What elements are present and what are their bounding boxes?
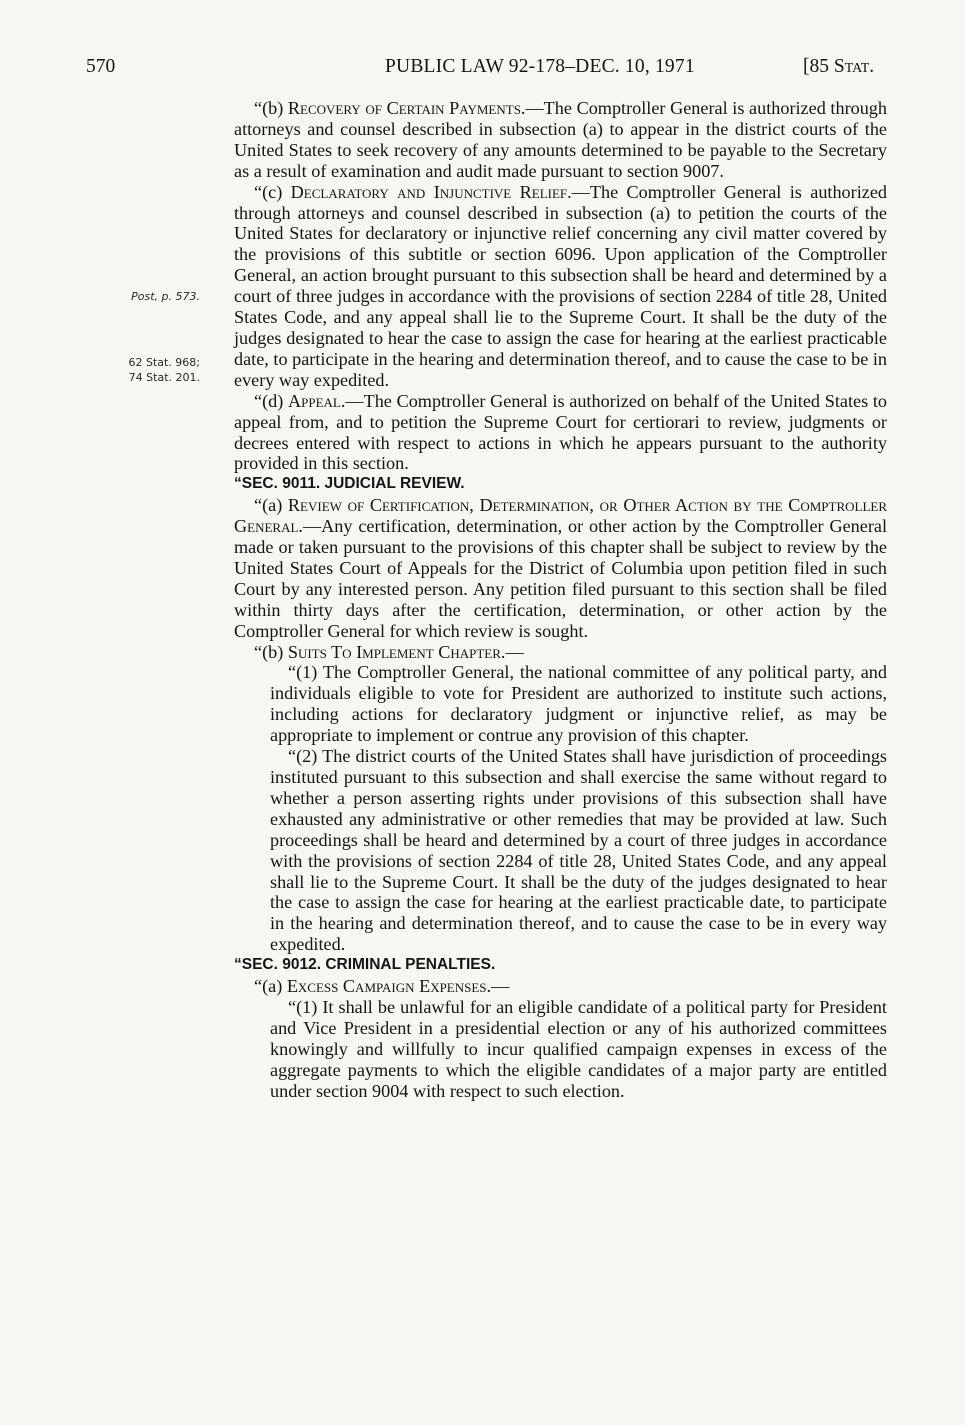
margin-note-stat-line2: 74 Stat. 201.: [128, 371, 200, 384]
statute-volume-label: Stat.: [833, 56, 875, 77]
para-lead: “(b): [254, 641, 288, 662]
para-text: —: [491, 976, 510, 997]
para-heading: Excess Campaign Expenses.: [286, 976, 492, 997]
running-header: [0, 56, 965, 86]
para-heading: Suits To Implement Chapter.: [287, 641, 506, 662]
para-text: —: [505, 641, 524, 662]
paragraph-b1: “(1) The Comptroller General, the national committee of any political party, and individuals eligible to vote for President are authorized to institute such actions, including actions for declaratory judgment or injunctive relief, as may be appropriate to implement or contrue any provision of this chapter.: [270, 662, 887, 746]
para-lead: “(b): [254, 98, 288, 118]
paragraph-c-declaratory: [234, 182, 887, 391]
para-heading: Review of Certification, Determination, or Other Action by the Comptroller General.: [234, 495, 887, 537]
document-body: [234, 98, 887, 1102]
para-lead: “(d): [254, 390, 288, 411]
paragraph-b-suits: [234, 642, 887, 663]
section-heading-9012: “SEC. 9012. CRIMINAL PENALTIES.: [234, 956, 496, 974]
para-text: —Any certification, determination, or other action by the Comptroller General made or taken pursuant to the provisions of this chapter shall be subject to review by the United States Court of Appeals for the District of Columbia upon petition filed in such Court by any interested person. Any petition filed pursuant to this section shall be filed within thirty days after the certification, determination, or other action by the Comptroller General for which review is sought.: [234, 516, 887, 641]
paragraph-d-appeal: [234, 391, 887, 475]
para-text: —The Comptroller General is authorized on behalf of the United States to appeal from, and to petition the Supreme Court for certiorari to review, judgments or decrees entered with respect to actions in which he appears pursuant to the authority provided in this section.: [234, 390, 887, 474]
para-text: —The Comptroller General is authorized through attorneys and counsel described in subsection (a) to appear in the district courts of the United States to seek recovery of any amounts determined to be payable to the Secretary as a result of examination and audit made pursuant to section 9007.: [234, 98, 887, 181]
margin-note-post: Post, p. 573.: [131, 290, 200, 303]
para-lead: “(c): [254, 181, 291, 202]
statute-volume-prefix: [85: [803, 56, 834, 77]
paragraph-b2: “(2) The district courts of the United States shall have jurisdiction of proceedings instituted pursuant to this subsection and shall exercise the same without regard to whether a person asserting rights under provisions of this subsection shall have exhausted any administrative or other remedies that may be provided at law. Such proceedings shall be heard and determined by a court of three judges in accordance with the provisions of section 2284 of title 28, United States Code, and any appeal shall lie to the Supreme Court. It shall be the duty of the judges designated to hear the case to assign the case for hearing at the earliest practicable date, to participate in the hearing and determination thereof, and to cause the case to be in every way expedited.: [270, 746, 887, 955]
para-heading: Declaratory and Injunctive Relief.: [290, 181, 572, 202]
paragraph-a-excess: [234, 976, 887, 997]
page-number: 570: [86, 56, 116, 77]
para-heading: Recovery of Certain Payments.: [287, 98, 526, 118]
para-lead: “(a): [254, 495, 288, 516]
para-text: —The Comptroller General is authorized through attorneys and counsel described in subsection (a) to petition the courts of the United States for declaratory or injunctive relief concerning any civil matter covered by the provisions of this subtitle or section 6096. Upon application of the Comptroller General, an action brought pursuant to this subsection shall be heard and determined by a court of three judges in accordance with the provisions of section 2284 of title 28, United States Code, and any appeal shall lie to the Supreme Court. It shall be the duty of the judges designated to hear the case to assign the case for hearing at the earliest practicable date, to participate in the hearing and determination thereof, and to cause the case to be in every way expedited.: [234, 181, 888, 390]
paragraph-a-review: [234, 495, 887, 641]
margin-note-stat-line1: 62 Stat. 968;: [128, 356, 200, 369]
margin-note-stat: [70, 355, 200, 385]
paragraph-a1: “(1) It shall be unlawful for an eligible candidate of a political party for President and Vice President in a presidential election or any of his authorized committees knowingly and willfully to incur qualified campaign expenses in excess of the aggregate payments to which the eligible candidates of a major party are entitled under section 9004 with respect to such election.: [270, 996, 887, 1101]
running-title: PUBLIC LAW 92-178–DEC. 10, 1971: [385, 56, 695, 77]
statute-volume: [803, 56, 874, 78]
paragraph-b-recovery: [234, 98, 887, 182]
para-heading: Appeal.: [287, 390, 346, 411]
section-heading-9011: “SEC. 9011. JUDICIAL REVIEW.: [234, 475, 465, 493]
para-lead: “(a): [254, 976, 287, 997]
